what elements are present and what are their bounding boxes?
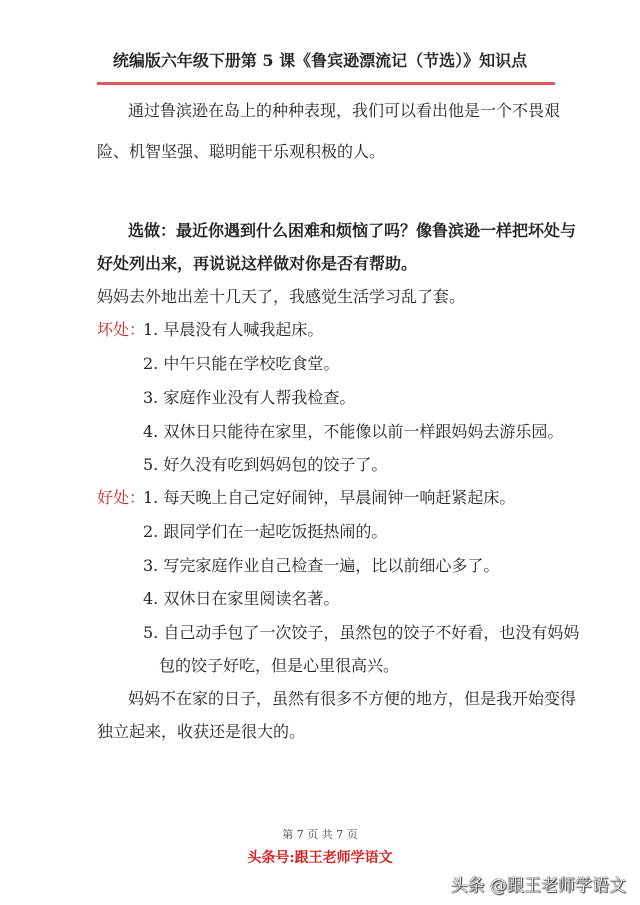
good-label: 好处： (97, 488, 146, 507)
page-title: 统编版六年级下册第 5 课《鲁宾逊漂流记（节选）》知识点 (112, 51, 528, 70)
bad-item: 1. 早晨没有人喊我起床。 (143, 320, 324, 339)
bad-item: 2. 中午只能在学校吃食堂。 (143, 354, 340, 373)
question-line: 选做：最近你遇到什么困难和烦恼了吗？像鲁滨逊一样把坏处与 (128, 221, 577, 240)
page-number: 第 7 页 共 7 页 (282, 828, 358, 841)
conclusion-line: 妈妈不在家的日子，虽然有很多不方便的地方，但是我开始变得 (128, 689, 577, 708)
conclusion-line: 独立起来，收获还是很大的。 (97, 722, 306, 741)
good-item: 2. 跟同学们在一起吃饭挺热闹的。 (143, 522, 388, 541)
bad-item: 5. 好久没有吃到妈妈包的饺子了。 (143, 455, 388, 474)
good-item: 3. 写完家庭作业自己检查一遍，比以前细心多了。 (143, 556, 500, 575)
header-divider (97, 82, 555, 85)
bad-label: 坏处： (97, 320, 146, 339)
good-item: 5. 自己动手包了一次饺子，虽然包的饺子不好看，也没有妈妈 (143, 623, 580, 642)
bad-item: 4. 双休日只能待在家里，不能像以前一样跟妈妈去游乐园。 (143, 422, 564, 441)
bad-item: 3. 家庭作业没有人帮我检查。 (143, 388, 356, 407)
good-item: 4. 双休日在家里阅读名著。 (143, 589, 340, 608)
footer-account: 头条号:跟王老师学语文 (247, 850, 393, 866)
paragraph-line: 通过鲁滨逊在岛上的种种表现，我们可以看出他是一个不畏艰 (128, 101, 561, 120)
watermark: 头条 @跟王老师学语文 (450, 876, 626, 896)
intro-text: 妈妈去外地出差十几天了，我感觉生活学习乱了套。 (97, 287, 466, 306)
good-item-continuation: 包的饺子好吃，但是心里很高兴。 (159, 656, 400, 675)
paragraph-line: 险、机智坚强、聪明能干乐观积极的人。 (97, 142, 386, 161)
question-line: 好处列出来，再说说这样做对你是否有帮助。 (97, 254, 418, 273)
good-item: 1. 每天晚上自己定好闹钟，早晨闹钟一响赶紧起床。 (143, 488, 516, 507)
